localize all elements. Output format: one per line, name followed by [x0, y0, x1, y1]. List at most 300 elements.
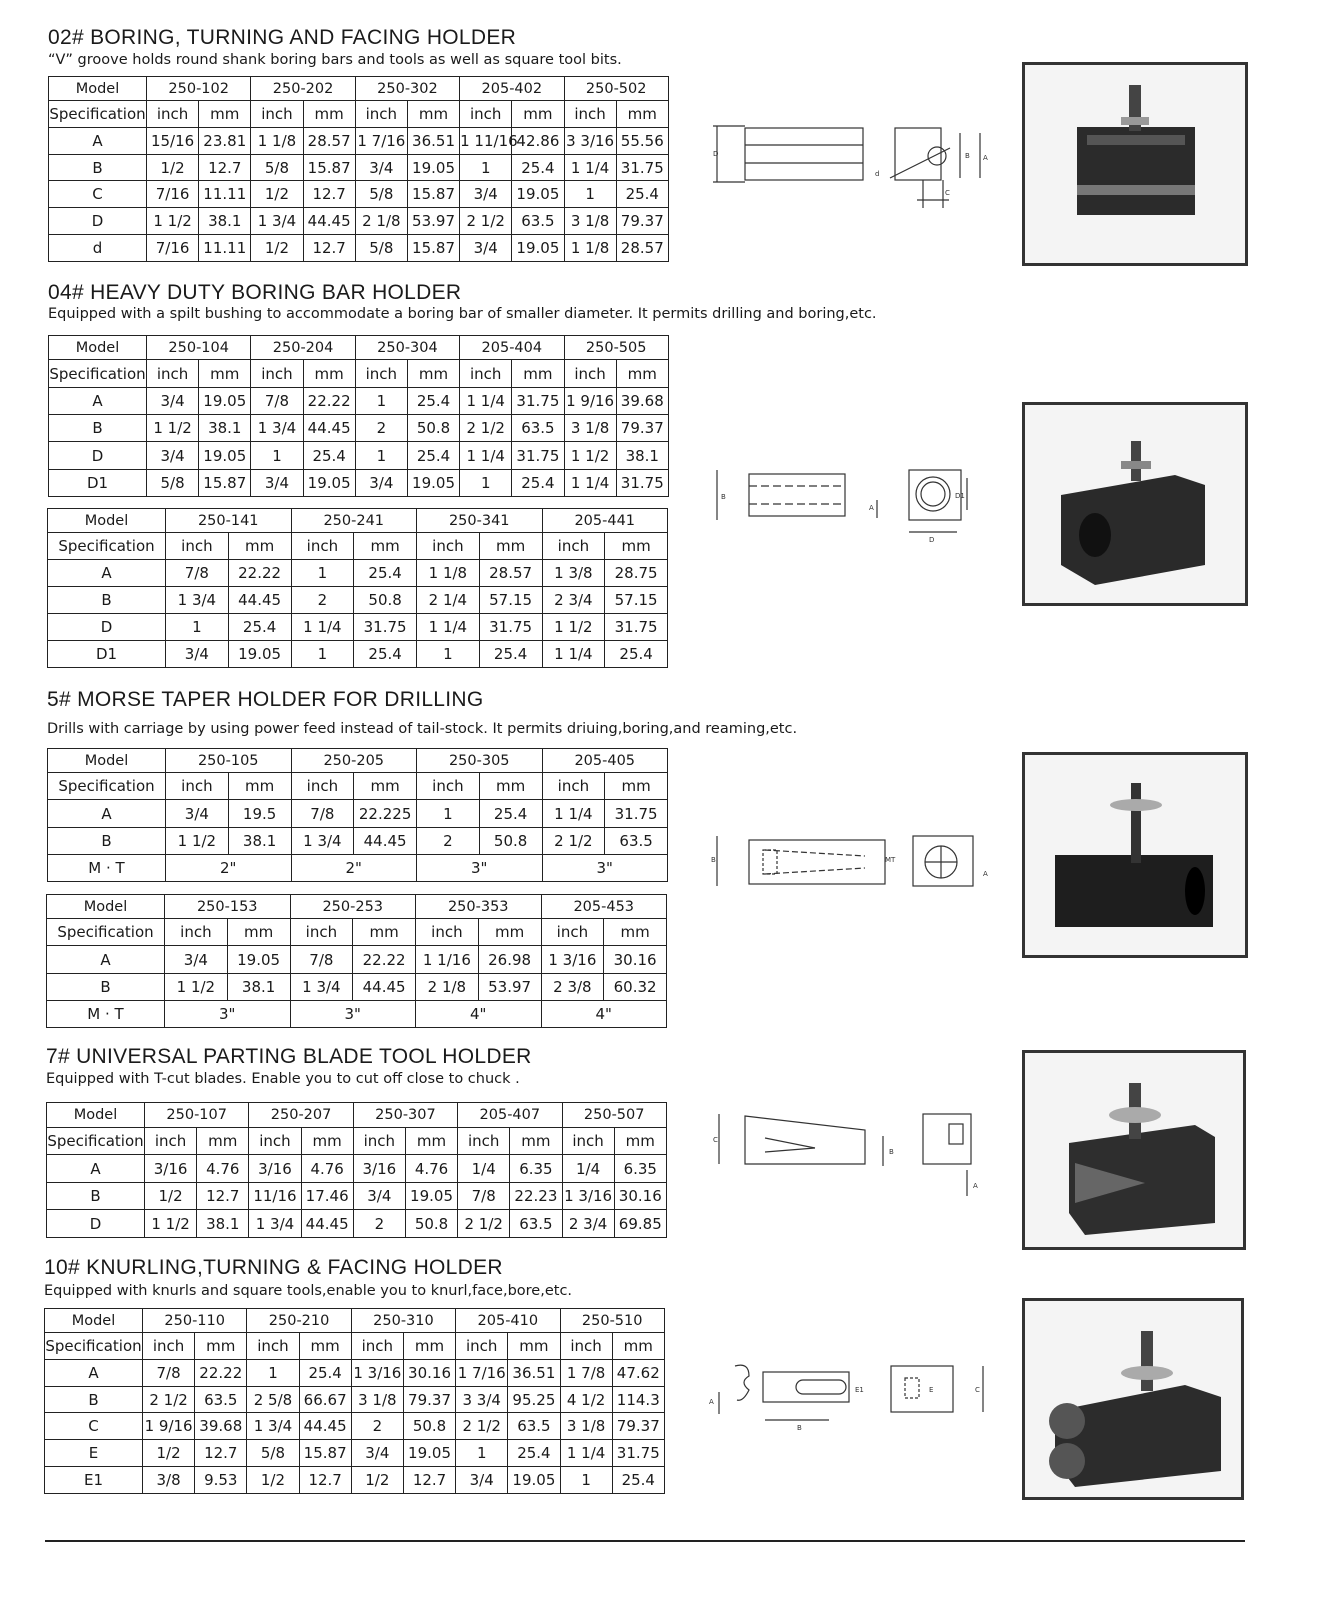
svg-text:B: B	[721, 493, 726, 501]
mm-value-cell: 12.7	[303, 235, 355, 262]
specification-label-cell: Specification	[47, 919, 165, 946]
dimension-label-cell: D	[49, 442, 147, 469]
mm-value-cell: 50.8	[407, 415, 459, 442]
mm-value-cell: 25.4	[508, 1440, 560, 1467]
mm-value-cell: 12.7	[199, 154, 251, 181]
mm-value-cell: 57.15	[479, 587, 542, 614]
svg-text:D: D	[929, 536, 935, 544]
unit-inch-cell: inch	[560, 1333, 612, 1360]
mm-value-cell: 6.35	[510, 1155, 562, 1183]
bottom-rule	[45, 1540, 1245, 1542]
morse-taper-value-cell: 3"	[290, 1000, 416, 1027]
svg-text:E1: E1	[855, 1386, 864, 1394]
inch-value-cell: 5/8	[247, 1440, 299, 1467]
section-title-5: 5# MORSE TAPER HOLDER FOR DRILLING	[47, 688, 484, 711]
specification-label-cell: Specification	[47, 1127, 145, 1155]
mm-value-cell: 25.4	[479, 800, 542, 827]
unit-header-row	[48, 533, 668, 560]
unit-header-row	[48, 773, 668, 800]
inch-value-cell: 1	[460, 469, 512, 496]
mm-value-cell: 30.16	[403, 1359, 455, 1386]
morse-taper-value-cell: 4"	[416, 1000, 542, 1027]
mm-value-cell: 66.67	[299, 1386, 351, 1413]
table-row	[48, 614, 668, 641]
mm-value-cell: 50.8	[405, 1210, 457, 1238]
inch-value-cell: 1 1/4	[542, 800, 605, 827]
model-number-cell: 205-402	[460, 77, 564, 101]
mm-value-cell: 25.4	[479, 641, 542, 668]
model-number-cell: 250-104	[147, 336, 251, 360]
inch-value-cell: 1	[247, 1359, 299, 1386]
unit-mm-cell: mm	[227, 919, 290, 946]
inch-value-cell: 3/4	[147, 387, 199, 414]
unit-inch-cell: inch	[165, 919, 228, 946]
dimension-diagram-04	[705, 462, 975, 552]
unit-inch-cell: inch	[147, 101, 199, 128]
mm-value-cell: 19.05	[508, 1467, 560, 1494]
inch-value-cell: 1 1/4	[417, 614, 480, 641]
inch-value-cell: 2 1/8	[355, 208, 407, 235]
inch-value-cell: 3/4	[351, 1440, 403, 1467]
inch-value-cell: 1 3/16	[351, 1359, 403, 1386]
morse-taper-value-cell: 4"	[541, 1000, 667, 1027]
inch-value-cell: 1 3/16	[562, 1182, 614, 1210]
svg-text:D1: D1	[955, 492, 965, 500]
inch-value-cell: 2 1/2	[456, 1413, 508, 1440]
mm-value-cell: 53.97	[478, 973, 541, 1000]
model-number-cell: 250-141	[166, 509, 292, 533]
table-row	[47, 1182, 667, 1210]
dimension-label-cell: C	[45, 1413, 143, 1440]
mm-value-cell: 28.57	[616, 235, 668, 262]
dimension-label-cell: A	[47, 1155, 145, 1183]
dimension-label-cell: D1	[49, 469, 147, 496]
inch-value-cell: 1 3/16	[541, 946, 604, 973]
inch-value-cell: 3 1/8	[351, 1386, 403, 1413]
model-number-cell: 250-207	[249, 1103, 353, 1128]
inch-value-cell: 3/4	[456, 1467, 508, 1494]
model-label-cell: Model	[48, 509, 166, 533]
mm-value-cell: 25.4	[616, 181, 668, 208]
model-number-cell: 250-205	[291, 749, 417, 773]
unit-inch-cell: inch	[290, 919, 353, 946]
svg-text:A: A	[869, 504, 874, 512]
model-number-cell: 250-305	[417, 749, 543, 773]
unit-mm-cell: mm	[616, 360, 668, 387]
section-title-04: 04# HEAVY DUTY BORING BAR HOLDER	[48, 281, 462, 304]
mm-value-cell: 4.76	[405, 1155, 457, 1183]
spec-table-04-a	[48, 335, 669, 497]
unit-inch-cell: inch	[564, 101, 616, 128]
inch-value-cell: 3 1/8	[564, 415, 616, 442]
unit-mm-cell: mm	[195, 1333, 247, 1360]
inch-value-cell: 2 1/2	[460, 415, 512, 442]
model-number-cell: 250-202	[251, 77, 355, 101]
unit-mm-cell: mm	[405, 1127, 457, 1155]
inch-value-cell: 7/8	[458, 1182, 510, 1210]
section-subtitle-02: “V” groove holds round shank boring bars and tools as well as square tool bits.	[48, 52, 622, 68]
inch-value-cell: 7/8	[290, 946, 353, 973]
product-photo-5	[1022, 752, 1248, 958]
mm-value-cell: 15.87	[407, 181, 459, 208]
inch-value-cell: 1 9/16	[143, 1413, 195, 1440]
unit-mm-cell: mm	[407, 101, 459, 128]
inch-value-cell: 2	[355, 415, 407, 442]
table-row	[49, 387, 669, 414]
mm-value-cell: 39.68	[195, 1413, 247, 1440]
svg-text:A: A	[973, 1182, 978, 1190]
model-number-cell: 205-404	[460, 336, 564, 360]
unit-inch-cell: inch	[291, 773, 354, 800]
unit-inch-cell: inch	[562, 1127, 614, 1155]
unit-inch-cell: inch	[460, 101, 512, 128]
unit-inch-cell: inch	[355, 360, 407, 387]
dimension-label-cell: C	[49, 181, 147, 208]
table-row	[47, 973, 667, 1000]
section-subtitle-04: Equipped with a spilt bushing to accommodate a boring bar of smaller diameter. It permits drilling and boring,etc.	[48, 306, 877, 322]
mm-value-cell: 36.51	[508, 1359, 560, 1386]
unit-mm-cell: mm	[403, 1333, 455, 1360]
inch-value-cell: 2 1/8	[416, 973, 479, 1000]
svg-text:B: B	[797, 1424, 802, 1432]
inch-value-cell: 3/4	[165, 946, 228, 973]
unit-inch-cell: inch	[291, 533, 354, 560]
svg-text:E: E	[929, 1386, 934, 1394]
mm-value-cell: 31.75	[512, 442, 564, 469]
inch-value-cell: 2 1/2	[460, 208, 512, 235]
spec-table-7	[46, 1102, 667, 1238]
table-row	[45, 1386, 665, 1413]
table-row	[49, 208, 669, 235]
model-header-row	[45, 1309, 665, 1333]
table-row	[49, 127, 669, 154]
inch-value-cell: 1	[564, 181, 616, 208]
inch-value-cell: 1	[251, 442, 303, 469]
inch-value-cell: 7/8	[166, 560, 229, 587]
mm-value-cell: 55.56	[616, 127, 668, 154]
unit-inch-cell: inch	[353, 1127, 405, 1155]
inch-value-cell: 1/2	[251, 235, 303, 262]
mm-value-cell: 19.05	[512, 181, 564, 208]
unit-mm-cell: mm	[605, 773, 668, 800]
model-label-cell: Model	[45, 1309, 143, 1333]
inch-value-cell: 2 1/4	[417, 587, 480, 614]
unit-mm-cell: mm	[479, 533, 542, 560]
mm-value-cell: 22.225	[354, 800, 417, 827]
inch-value-cell: 1 7/8	[560, 1359, 612, 1386]
spec-table-02	[48, 76, 669, 262]
mm-value-cell: 114.3	[612, 1386, 664, 1413]
inch-value-cell: 3/16	[145, 1155, 197, 1183]
mm-value-cell: 19.05	[228, 641, 291, 668]
mm-value-cell: 12.7	[299, 1467, 351, 1494]
inch-value-cell: 1	[291, 641, 354, 668]
unit-mm-cell: mm	[301, 1127, 353, 1155]
spec-table-04-b	[47, 508, 668, 668]
mm-value-cell: 38.1	[199, 208, 251, 235]
mm-value-cell: 38.1	[228, 827, 291, 854]
unit-mm-cell: mm	[299, 1333, 351, 1360]
unit-mm-cell: mm	[604, 919, 667, 946]
table-row	[48, 800, 668, 827]
table-row	[45, 1413, 665, 1440]
table-row	[47, 1210, 667, 1238]
table-row	[48, 641, 668, 668]
unit-inch-cell: inch	[542, 773, 605, 800]
inch-value-cell: 1 1/2	[147, 415, 199, 442]
model-header-row	[47, 1103, 667, 1128]
inch-value-cell: 2	[351, 1413, 403, 1440]
unit-inch-cell: inch	[458, 1127, 510, 1155]
dimension-label-cell: B	[45, 1386, 143, 1413]
morse-taper-value-cell: 2"	[166, 854, 292, 881]
inch-value-cell: 2	[417, 827, 480, 854]
unit-inch-cell: inch	[355, 101, 407, 128]
inch-value-cell: 1	[560, 1467, 612, 1494]
model-number-cell: 205-410	[456, 1309, 560, 1333]
unit-mm-cell: mm	[614, 1127, 666, 1155]
inch-value-cell: 5/8	[355, 181, 407, 208]
specification-label-cell: Specification	[49, 360, 147, 387]
inch-value-cell: 3/8	[143, 1467, 195, 1494]
table-row	[49, 235, 669, 262]
inch-value-cell: 1 1/4	[460, 442, 512, 469]
mm-value-cell: 19.05	[407, 469, 459, 496]
svg-text:A: A	[983, 870, 988, 878]
inch-value-cell: 2 1/2	[542, 827, 605, 854]
mm-value-cell: 63.5	[512, 208, 564, 235]
mm-value-cell: 31.75	[479, 614, 542, 641]
inch-value-cell: 3/16	[353, 1155, 405, 1183]
unit-inch-cell: inch	[416, 919, 479, 946]
mm-value-cell: 63.5	[508, 1413, 560, 1440]
svg-text:d: d	[875, 170, 880, 178]
inch-value-cell: 7/8	[291, 800, 354, 827]
inch-value-cell: 1 3/8	[542, 560, 605, 587]
mm-value-cell: 12.7	[195, 1440, 247, 1467]
mm-value-cell: 22.22	[228, 560, 291, 587]
dimension-label-cell: B	[49, 415, 147, 442]
table-row	[49, 154, 669, 181]
inch-value-cell: 1 3/4	[166, 587, 229, 614]
inch-value-cell: 2 3/4	[562, 1210, 614, 1238]
mm-value-cell: 25.4	[407, 387, 459, 414]
mm-value-cell: 12.7	[303, 181, 355, 208]
inch-value-cell: 3/4	[355, 154, 407, 181]
dimension-label-cell: B	[47, 1182, 145, 1210]
mm-value-cell: 19.05	[199, 387, 251, 414]
inch-value-cell: 1/2	[143, 1440, 195, 1467]
specification-label-cell: Specification	[49, 101, 147, 128]
unit-inch-cell: inch	[251, 360, 303, 387]
mm-value-cell: 44.45	[228, 587, 291, 614]
inch-value-cell: 7/16	[147, 235, 199, 262]
product-photo-7	[1022, 1050, 1246, 1250]
inch-value-cell: 1	[166, 614, 229, 641]
mm-value-cell: 6.35	[614, 1155, 666, 1183]
mm-value-cell: 38.1	[227, 973, 290, 1000]
mm-value-cell: 44.45	[299, 1413, 351, 1440]
mm-value-cell: 11.11	[199, 235, 251, 262]
unit-inch-cell: inch	[460, 360, 512, 387]
model-number-cell: 250-510	[560, 1309, 664, 1333]
model-header-row	[48, 749, 668, 773]
inch-value-cell: 1 3/4	[251, 208, 303, 235]
inch-value-cell: 15/16	[147, 127, 199, 154]
dimension-label-cell: B	[47, 973, 165, 1000]
dimension-label-cell: A	[47, 946, 165, 973]
mm-value-cell: 25.4	[354, 560, 417, 587]
dimension-label-cell: B	[48, 827, 166, 854]
model-label-cell: Model	[47, 1103, 145, 1128]
unit-inch-cell: inch	[166, 773, 229, 800]
mm-value-cell: 9.53	[195, 1467, 247, 1494]
inch-value-cell: 1 1/4	[564, 154, 616, 181]
unit-inch-cell: inch	[249, 1127, 301, 1155]
mm-value-cell: 19.05	[303, 469, 355, 496]
inch-value-cell: 5/8	[355, 235, 407, 262]
inch-value-cell: 3/16	[249, 1155, 301, 1183]
morse-taper-label-cell: M · T	[47, 1000, 165, 1027]
unit-mm-cell: mm	[510, 1127, 562, 1155]
mm-value-cell: 39.68	[616, 387, 668, 414]
mm-value-cell: 50.8	[479, 827, 542, 854]
model-number-cell: 250-105	[166, 749, 292, 773]
mm-value-cell: 25.4	[512, 469, 564, 496]
model-number-cell: 250-304	[355, 336, 459, 360]
model-number-cell: 250-204	[251, 336, 355, 360]
inch-value-cell: 1/2	[147, 154, 199, 181]
unit-inch-cell: inch	[542, 533, 605, 560]
mm-value-cell: 30.16	[614, 1182, 666, 1210]
unit-inch-cell: inch	[417, 773, 480, 800]
inch-value-cell: 1 1/4	[291, 614, 354, 641]
dimension-label-cell: D	[47, 1210, 145, 1238]
morse-taper-value-cell: 3"	[417, 854, 543, 881]
unit-inch-cell: inch	[251, 101, 303, 128]
mm-value-cell: 15.87	[299, 1440, 351, 1467]
unit-header-row	[47, 919, 667, 946]
mm-value-cell: 69.85	[614, 1210, 666, 1238]
mm-value-cell: 30.16	[604, 946, 667, 973]
inch-value-cell: 1 1/2	[166, 827, 229, 854]
inch-value-cell: 1/2	[145, 1182, 197, 1210]
model-number-cell: 250-241	[291, 509, 417, 533]
inch-value-cell: 7/8	[143, 1359, 195, 1386]
mm-value-cell: 4.76	[301, 1155, 353, 1183]
inch-value-cell: 1	[291, 560, 354, 587]
specification-label-cell: Specification	[48, 533, 166, 560]
mm-value-cell: 19.05	[227, 946, 290, 973]
table-row	[45, 1467, 665, 1494]
mm-value-cell: 31.75	[605, 800, 668, 827]
model-number-cell: 250-502	[564, 77, 668, 101]
model-number-cell: 205-441	[542, 509, 668, 533]
section-subtitle-10: Equipped with knurls and square tools,enable you to knurl,face,bore,etc.	[44, 1283, 573, 1299]
mm-value-cell: 25.4	[354, 641, 417, 668]
dimension-diagram-7	[705, 1108, 995, 1198]
morse-taper-row	[48, 854, 668, 881]
mm-value-cell: 28.57	[303, 127, 355, 154]
dimension-diagram-02	[705, 118, 1000, 213]
mm-value-cell: 19.05	[405, 1182, 457, 1210]
mm-value-cell: 17.46	[301, 1182, 353, 1210]
inch-value-cell: 1	[460, 154, 512, 181]
inch-value-cell: 5/8	[147, 469, 199, 496]
mm-value-cell: 47.62	[612, 1359, 664, 1386]
table-row	[48, 827, 668, 854]
inch-value-cell: 1/4	[458, 1155, 510, 1183]
spec-table-5-b	[46, 894, 667, 1028]
inch-value-cell: 3/4	[251, 469, 303, 496]
morse-taper-value-cell: 3"	[165, 1000, 291, 1027]
unit-mm-cell: mm	[303, 101, 355, 128]
inch-value-cell: 5/8	[251, 154, 303, 181]
unit-mm-cell: mm	[605, 533, 668, 560]
unit-mm-cell: mm	[228, 773, 291, 800]
unit-header-row	[49, 360, 669, 387]
unit-inch-cell: inch	[541, 919, 604, 946]
inch-value-cell: 1 7/16	[355, 127, 407, 154]
unit-mm-cell: mm	[353, 919, 416, 946]
specification-label-cell: Specification	[48, 773, 166, 800]
model-number-cell: 205-407	[458, 1103, 562, 1128]
inch-value-cell: 2	[291, 587, 354, 614]
dimension-label-cell: d	[49, 235, 147, 262]
mm-value-cell: 63.5	[510, 1210, 562, 1238]
inch-value-cell: 3/4	[460, 235, 512, 262]
inch-value-cell: 3/4	[355, 469, 407, 496]
inch-value-cell: 1 11/16	[460, 127, 512, 154]
mm-value-cell: 19.05	[199, 442, 251, 469]
dimension-label-cell: E1	[45, 1467, 143, 1494]
inch-value-cell: 1 1/8	[417, 560, 480, 587]
model-number-cell: 205-453	[541, 895, 667, 919]
model-label-cell: Model	[48, 749, 166, 773]
dimension-label-cell: D	[49, 208, 147, 235]
model-number-cell: 205-405	[542, 749, 668, 773]
inch-value-cell: 3/4	[460, 181, 512, 208]
inch-value-cell: 4 1/2	[560, 1386, 612, 1413]
inch-value-cell: 1 1/2	[542, 614, 605, 641]
mm-value-cell: 60.32	[604, 973, 667, 1000]
inch-value-cell: 1	[456, 1440, 508, 1467]
mm-value-cell: 36.51	[407, 127, 459, 154]
inch-value-cell: 1 1/8	[251, 127, 303, 154]
mm-value-cell: 25.4	[612, 1467, 664, 1494]
inch-value-cell: 1	[355, 442, 407, 469]
unit-inch-cell: inch	[143, 1333, 195, 1360]
mm-value-cell: 26.98	[478, 946, 541, 973]
table-row	[48, 560, 668, 587]
unit-header-row	[47, 1127, 667, 1155]
dimension-label-cell: B	[48, 587, 166, 614]
unit-mm-cell: mm	[479, 773, 542, 800]
section-title-02: 02# BORING, TURNING AND FACING HOLDER	[48, 26, 517, 49]
inch-value-cell: 3/4	[147, 442, 199, 469]
mm-value-cell: 31.75	[616, 154, 668, 181]
inch-value-cell: 3 3/4	[456, 1386, 508, 1413]
mm-value-cell: 12.7	[197, 1182, 249, 1210]
inch-value-cell: 1	[417, 641, 480, 668]
model-header-row	[49, 77, 669, 101]
dimension-label-cell: A	[49, 387, 147, 414]
section-title-7: 7# UNIVERSAL PARTING BLADE TOOL HOLDER	[46, 1045, 532, 1068]
inch-value-cell: 1	[417, 800, 480, 827]
unit-mm-cell: mm	[199, 360, 251, 387]
svg-text:A: A	[983, 154, 988, 162]
dimension-label-cell: A	[49, 127, 147, 154]
